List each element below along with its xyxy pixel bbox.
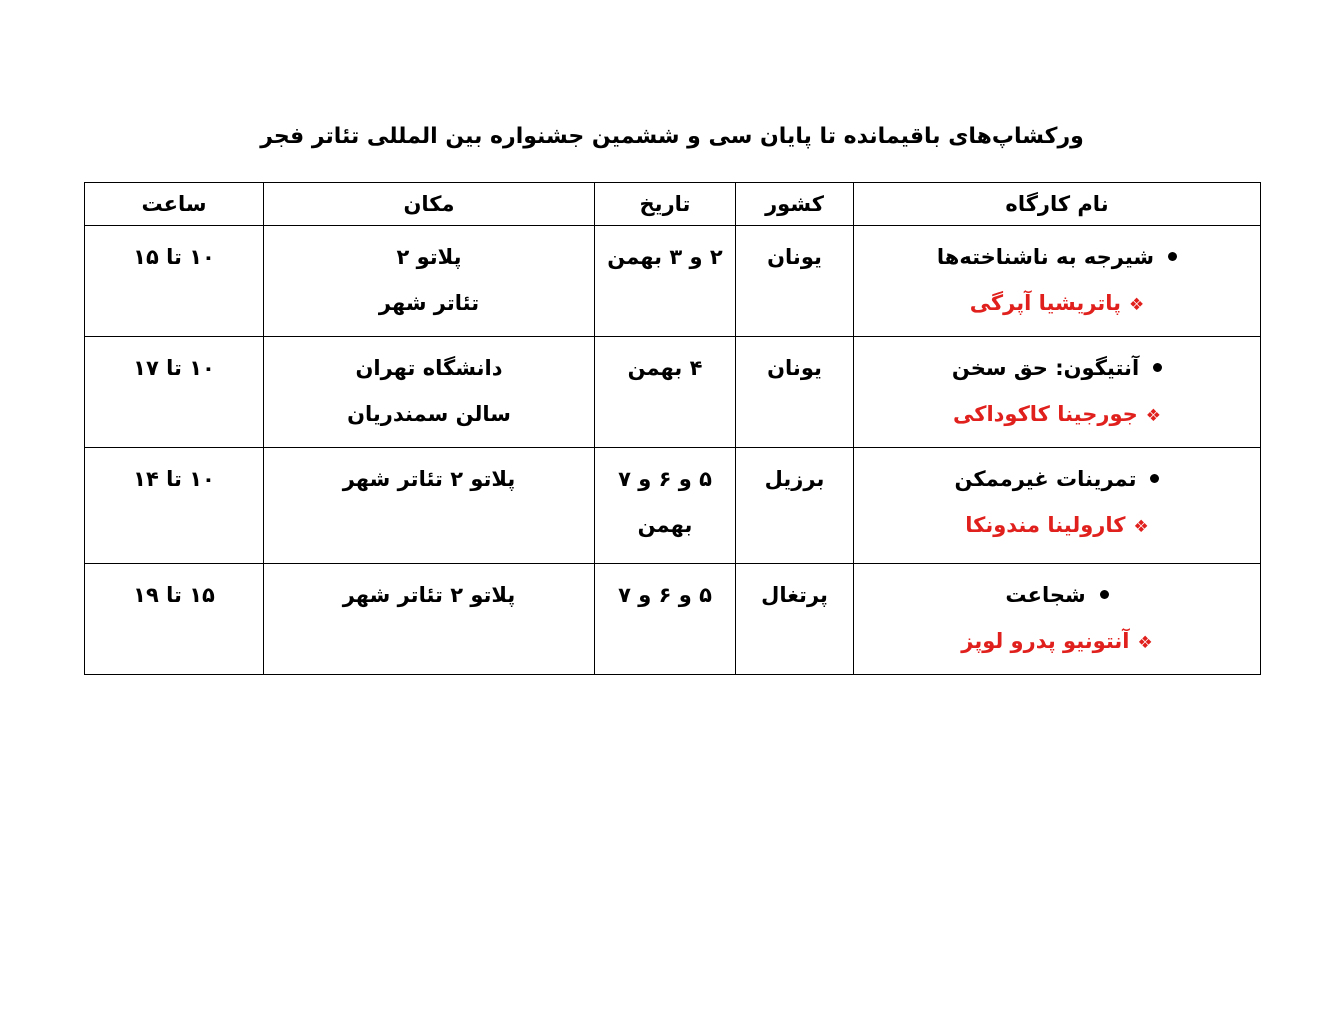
table-row [85, 448, 1261, 564]
workshop-title: شیرجه به ناشناخته‌ها [936, 245, 1155, 269]
date-cell [595, 564, 736, 675]
workshop-title: آنتیگون: حق سخن [951, 356, 1140, 380]
country-cell: یونان [736, 337, 854, 448]
place-line: پلاتو ۲ تئاتر شهر [342, 583, 516, 607]
bullet-dot-icon [1100, 590, 1109, 599]
workshop-cell [854, 564, 1261, 675]
table-row [85, 564, 1261, 675]
place-line: پلاتو ۲ [396, 245, 462, 269]
diamond-cluster-icon: ❖ [1133, 517, 1149, 537]
workshop-cell [854, 226, 1261, 337]
date-cell [595, 226, 736, 337]
workshops-table [84, 182, 1261, 675]
country-cell: برزیل [736, 448, 854, 564]
date-line: ۵ و ۶ و ۷ [618, 583, 712, 607]
workshop-title-line [862, 345, 1252, 391]
workshop-title: تمرینات غیرممکن [954, 467, 1137, 491]
place-line: تئاتر شهر [378, 291, 480, 315]
date-line: ۵ و ۶ و ۷ [618, 467, 712, 491]
header-country: کشور [736, 183, 854, 226]
date-line: ۲ و ۳ بهمن [607, 245, 723, 269]
place-line: دانشگاه تهران [355, 356, 503, 380]
instructor-name: پاتریشیا آپرگی [969, 291, 1122, 315]
place-cell [264, 564, 595, 675]
instructor-name: کارولینا مندونکا [965, 513, 1126, 537]
header-time: ساعت [85, 183, 264, 226]
diamond-cluster-icon: ❖ [1129, 295, 1145, 315]
workshop-title-line [862, 456, 1252, 502]
country-cell: یونان [736, 226, 854, 337]
date-line: ۴ بهمن [627, 356, 703, 380]
instructor-name: جورجینا کاکوداکی [952, 402, 1138, 426]
time-cell: ۱۰ تا ۱۴ [85, 448, 264, 564]
header-name: نام کارگاه [854, 183, 1261, 226]
diamond-cluster-icon: ❖ [1145, 406, 1162, 426]
bullet-dot-icon [1168, 252, 1177, 261]
place-cell [264, 226, 595, 337]
table-header-row [85, 183, 1261, 226]
instructor-name: آنتونیو پدرو لوپز [961, 629, 1130, 653]
table-row [85, 337, 1261, 448]
workshop-cell [854, 448, 1261, 564]
place-line: سالن سمندریان [347, 402, 511, 426]
bullet-dot-icon [1153, 363, 1162, 372]
workshop-title-line [862, 572, 1252, 618]
date-cell [595, 337, 736, 448]
instructor-line [862, 391, 1252, 439]
time-cell: ۱۵ تا ۱۹ [85, 564, 264, 675]
header-place: مکان [264, 183, 595, 226]
workshop-cell [854, 337, 1261, 448]
bullet-dot-icon [1150, 474, 1159, 483]
workshop-title-line [862, 234, 1252, 280]
place-line: پلاتو ۲ تئاتر شهر [342, 467, 516, 491]
diamond-cluster-icon: ❖ [1137, 633, 1153, 653]
workshop-title: شجاعت [1005, 583, 1086, 607]
instructor-line [862, 502, 1252, 550]
date-line: بهمن [637, 513, 693, 537]
time-cell: ۱۰ تا ۱۷ [85, 337, 264, 448]
place-cell [264, 337, 595, 448]
instructor-line [862, 618, 1252, 666]
table-row [85, 226, 1261, 337]
time-cell: ۱۰ تا ۱۵ [85, 226, 264, 337]
place-cell [264, 448, 595, 564]
date-cell [595, 448, 736, 564]
header-date: تاریخ [595, 183, 736, 226]
page-title: ورکشاپ‌های باقیمانده تا پایان سی و ششمین جشنواره بین المللی تئاتر فجر [260, 124, 1084, 149]
country-cell: پرتغال [736, 564, 854, 675]
instructor-line [862, 280, 1252, 328]
